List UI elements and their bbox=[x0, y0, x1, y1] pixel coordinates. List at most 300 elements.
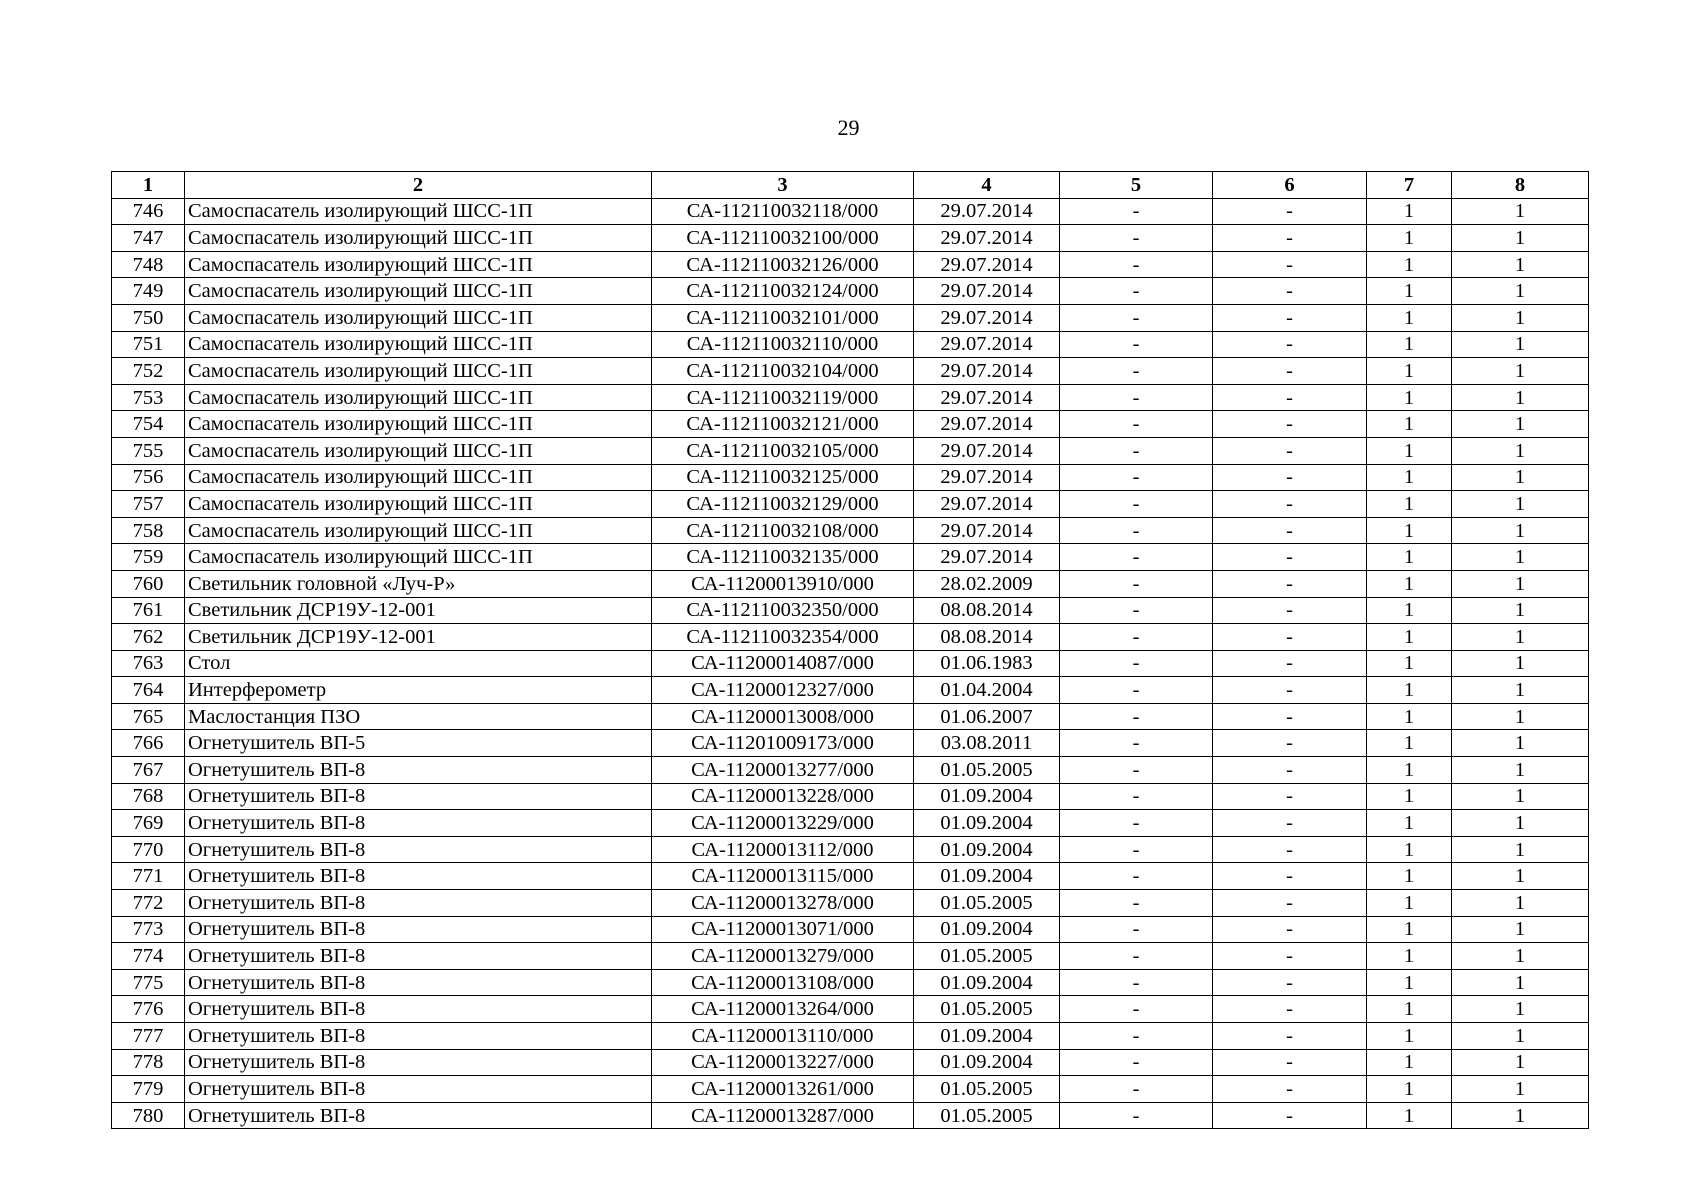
row-number-cell: 762 bbox=[112, 624, 185, 651]
col-7-value-cell: 1 bbox=[1367, 890, 1452, 917]
col-7-value-cell: 1 bbox=[1367, 783, 1452, 810]
table-row bbox=[112, 943, 1589, 970]
row-number-cell: 780 bbox=[112, 1102, 185, 1129]
table-row bbox=[112, 570, 1589, 597]
col-7-value-cell: 1 bbox=[1367, 331, 1452, 358]
inventory-code-cell: СА-112110032101/000 bbox=[652, 304, 914, 331]
col-8-value-cell: 1 bbox=[1452, 411, 1589, 438]
row-number-cell: 754 bbox=[112, 411, 185, 438]
col-6-value-cell: - bbox=[1213, 597, 1367, 624]
item-name-cell: Огнетушитель ВП-8 bbox=[185, 836, 652, 863]
col-6-value-cell: - bbox=[1213, 703, 1367, 730]
col-8-value-cell: 1 bbox=[1452, 597, 1589, 624]
table-row bbox=[112, 411, 1589, 438]
col-6-value-cell: - bbox=[1213, 570, 1367, 597]
date-cell: 29.07.2014 bbox=[914, 304, 1060, 331]
col-8-value-cell: 1 bbox=[1452, 757, 1589, 784]
row-number-cell: 770 bbox=[112, 836, 185, 863]
table-row bbox=[112, 624, 1589, 651]
table-row bbox=[112, 251, 1589, 278]
col-5-value-cell: - bbox=[1060, 597, 1213, 624]
inventory-code-cell: СА-11201009173/000 bbox=[652, 730, 914, 757]
col-6-value-cell: - bbox=[1213, 1076, 1367, 1103]
col-5-value-cell: - bbox=[1060, 810, 1213, 837]
col-5-value-cell: - bbox=[1060, 969, 1213, 996]
col-7-value-cell: 1 bbox=[1367, 969, 1452, 996]
col-6-value-cell: - bbox=[1213, 943, 1367, 970]
date-cell: 01.09.2004 bbox=[914, 810, 1060, 837]
row-number-cell: 755 bbox=[112, 437, 185, 464]
inventory-code-cell: СА-11200013108/000 bbox=[652, 969, 914, 996]
col-5-value-cell: - bbox=[1060, 916, 1213, 943]
inventory-code-cell: СА-112110032126/000 bbox=[652, 251, 914, 278]
inventory-code-cell: СА-112110032125/000 bbox=[652, 464, 914, 491]
row-number-cell: 760 bbox=[112, 570, 185, 597]
row-number-cell: 764 bbox=[112, 677, 185, 704]
col-5-value-cell: - bbox=[1060, 251, 1213, 278]
col-8-value-cell: 1 bbox=[1452, 225, 1589, 252]
col-6-value-cell: - bbox=[1213, 1102, 1367, 1129]
col-5-value-cell: - bbox=[1060, 890, 1213, 917]
table-row bbox=[112, 517, 1589, 544]
col-5-value-cell: - bbox=[1060, 836, 1213, 863]
col-7-value-cell: 1 bbox=[1367, 517, 1452, 544]
col-7-value-cell: 1 bbox=[1367, 863, 1452, 890]
table-row bbox=[112, 703, 1589, 730]
col-6-value-cell: - bbox=[1213, 198, 1367, 225]
item-name-cell: Светильник ДСР19У-12-001 bbox=[185, 597, 652, 624]
table-row bbox=[112, 331, 1589, 358]
table-row bbox=[112, 437, 1589, 464]
col-6-value-cell: - bbox=[1213, 783, 1367, 810]
col-7-value-cell: 1 bbox=[1367, 810, 1452, 837]
table-row bbox=[112, 783, 1589, 810]
item-name-cell: Огнетушитель ВП-8 bbox=[185, 916, 652, 943]
col-6-value-cell: - bbox=[1213, 836, 1367, 863]
table-row bbox=[112, 677, 1589, 704]
col-8-value-cell: 1 bbox=[1452, 1049, 1589, 1076]
inventory-code-cell: СА-11200013110/000 bbox=[652, 1023, 914, 1050]
date-cell: 01.05.2005 bbox=[914, 757, 1060, 784]
col-8-value-cell: 1 bbox=[1452, 358, 1589, 385]
col-5-value-cell: - bbox=[1060, 384, 1213, 411]
date-cell: 08.08.2014 bbox=[914, 624, 1060, 651]
col-7-value-cell: 1 bbox=[1367, 384, 1452, 411]
item-name-cell: Самоспасатель изолирующий ШСС-1П bbox=[185, 225, 652, 252]
col-6-value-cell: - bbox=[1213, 411, 1367, 438]
col-7-value-cell: 1 bbox=[1367, 996, 1452, 1023]
col-6-value-cell: - bbox=[1213, 650, 1367, 677]
col-6-value-cell: - bbox=[1213, 969, 1367, 996]
item-name-cell: Маслостанция ПЗО bbox=[185, 703, 652, 730]
col-7-value-cell: 1 bbox=[1367, 943, 1452, 970]
col-6-value-cell: - bbox=[1213, 1049, 1367, 1076]
inventory-code-cell: СА-112110032124/000 bbox=[652, 278, 914, 305]
col-7-value-cell: 1 bbox=[1367, 570, 1452, 597]
row-number-cell: 771 bbox=[112, 863, 185, 890]
col-7-value-cell: 1 bbox=[1367, 544, 1452, 571]
inventory-code-cell: СА-112110032108/000 bbox=[652, 517, 914, 544]
inventory-code-cell: СА-112110032118/000 bbox=[652, 198, 914, 225]
inventory-code-cell: СА-11200013910/000 bbox=[652, 570, 914, 597]
item-name-cell: Самоспасатель изолирующий ШСС-1П bbox=[185, 251, 652, 278]
date-cell: 01.09.2004 bbox=[914, 1049, 1060, 1076]
date-cell: 29.07.2014 bbox=[914, 491, 1060, 518]
inventory-code-cell: СА-11200013279/000 bbox=[652, 943, 914, 970]
table-row bbox=[112, 810, 1589, 837]
col-8-value-cell: 1 bbox=[1452, 890, 1589, 917]
col-5-value-cell: - bbox=[1060, 464, 1213, 491]
col-8-value-cell: 1 bbox=[1452, 1102, 1589, 1129]
inventory-code-cell: СА-11200013008/000 bbox=[652, 703, 914, 730]
inventory-code-cell: СА-11200013261/000 bbox=[652, 1076, 914, 1103]
col-6-value-cell: - bbox=[1213, 916, 1367, 943]
col-8-value-cell: 1 bbox=[1452, 517, 1589, 544]
col-5-value-cell: - bbox=[1060, 331, 1213, 358]
col-7-value-cell: 1 bbox=[1367, 304, 1452, 331]
col-5-value-cell: - bbox=[1060, 517, 1213, 544]
table-row bbox=[112, 225, 1589, 252]
table-row bbox=[112, 730, 1589, 757]
row-number-cell: 750 bbox=[112, 304, 185, 331]
page-number: 29 bbox=[837, 115, 860, 140]
table-row bbox=[112, 1102, 1589, 1129]
date-cell: 29.07.2014 bbox=[914, 278, 1060, 305]
date-cell: 29.07.2014 bbox=[914, 198, 1060, 225]
col-8-value-cell: 1 bbox=[1452, 464, 1589, 491]
date-cell: 01.09.2004 bbox=[914, 783, 1060, 810]
row-number-cell: 773 bbox=[112, 916, 185, 943]
table-header-row bbox=[112, 172, 1589, 199]
col-5-value-cell: - bbox=[1060, 677, 1213, 704]
col-5-value-cell: - bbox=[1060, 783, 1213, 810]
col-7-value-cell: 1 bbox=[1367, 650, 1452, 677]
item-name-cell: Огнетушитель ВП-5 bbox=[185, 730, 652, 757]
inventory-code-cell: СА-11200013115/000 bbox=[652, 863, 914, 890]
item-name-cell: Огнетушитель ВП-8 bbox=[185, 1023, 652, 1050]
inventory-code-cell: СА-112110032135/000 bbox=[652, 544, 914, 571]
item-name-cell: Самоспасатель изолирующий ШСС-1П bbox=[185, 491, 652, 518]
item-name-cell: Самоспасатель изолирующий ШСС-1П bbox=[185, 517, 652, 544]
table-row bbox=[112, 278, 1589, 305]
row-number-cell: 763 bbox=[112, 650, 185, 677]
table-row bbox=[112, 1076, 1589, 1103]
row-number-cell: 761 bbox=[112, 597, 185, 624]
col-6-value-cell: - bbox=[1213, 810, 1367, 837]
col-7-value-cell: 1 bbox=[1367, 1102, 1452, 1129]
col-8-value-cell: 1 bbox=[1452, 624, 1589, 651]
date-cell: 08.08.2014 bbox=[914, 597, 1060, 624]
col-5-value-cell: - bbox=[1060, 943, 1213, 970]
item-name-cell: Огнетушитель ВП-8 bbox=[185, 863, 652, 890]
col-8-value-cell: 1 bbox=[1452, 916, 1589, 943]
col-6-value-cell: - bbox=[1213, 304, 1367, 331]
row-number-cell: 765 bbox=[112, 703, 185, 730]
col-7-value-cell: 1 bbox=[1367, 411, 1452, 438]
row-number-cell: 777 bbox=[112, 1023, 185, 1050]
col-8-value-cell: 1 bbox=[1452, 969, 1589, 996]
row-number-cell: 746 bbox=[112, 198, 185, 225]
column-header: 3 bbox=[652, 172, 914, 199]
date-cell: 29.07.2014 bbox=[914, 358, 1060, 385]
col-6-value-cell: - bbox=[1213, 730, 1367, 757]
inventory-code-cell: СА-11200012327/000 bbox=[652, 677, 914, 704]
item-name-cell: Огнетушитель ВП-8 bbox=[185, 943, 652, 970]
col-6-value-cell: - bbox=[1213, 225, 1367, 252]
item-name-cell: Самоспасатель изолирующий ШСС-1П bbox=[185, 278, 652, 305]
col-5-value-cell: - bbox=[1060, 358, 1213, 385]
col-6-value-cell: - bbox=[1213, 437, 1367, 464]
table-row bbox=[112, 836, 1589, 863]
date-cell: 01.05.2005 bbox=[914, 890, 1060, 917]
inventory-code-cell: СА-112110032354/000 bbox=[652, 624, 914, 651]
col-8-value-cell: 1 bbox=[1452, 677, 1589, 704]
item-name-cell: Самоспасатель изолирующий ШСС-1П bbox=[185, 331, 652, 358]
col-8-value-cell: 1 bbox=[1452, 437, 1589, 464]
row-number-cell: 747 bbox=[112, 225, 185, 252]
col-7-value-cell: 1 bbox=[1367, 437, 1452, 464]
item-name-cell: Огнетушитель ВП-8 bbox=[185, 1049, 652, 1076]
column-header: 2 bbox=[185, 172, 652, 199]
table-row bbox=[112, 544, 1589, 571]
col-5-value-cell: - bbox=[1060, 730, 1213, 757]
inventory-code-cell: СА-11200013264/000 bbox=[652, 996, 914, 1023]
col-6-value-cell: - bbox=[1213, 331, 1367, 358]
col-5-value-cell: - bbox=[1060, 411, 1213, 438]
column-header: 6 bbox=[1213, 172, 1367, 199]
col-8-value-cell: 1 bbox=[1452, 1076, 1589, 1103]
col-7-value-cell: 1 bbox=[1367, 836, 1452, 863]
col-6-value-cell: - bbox=[1213, 278, 1367, 305]
item-name-cell: Светильник ДСР19У-12-001 bbox=[185, 624, 652, 651]
col-5-value-cell: - bbox=[1060, 1023, 1213, 1050]
item-name-cell: Светильник головной «Луч-Р» bbox=[185, 570, 652, 597]
col-5-value-cell: - bbox=[1060, 1076, 1213, 1103]
inventory-table bbox=[111, 171, 1589, 1129]
table-row bbox=[112, 1049, 1589, 1076]
inventory-code-cell: СА-11200013277/000 bbox=[652, 757, 914, 784]
date-cell: 01.09.2004 bbox=[914, 1023, 1060, 1050]
col-5-value-cell: - bbox=[1060, 491, 1213, 518]
col-8-value-cell: 1 bbox=[1452, 1023, 1589, 1050]
col-8-value-cell: 1 bbox=[1452, 304, 1589, 331]
row-number-cell: 753 bbox=[112, 384, 185, 411]
inventory-code-cell: СА-11200014087/000 bbox=[652, 650, 914, 677]
date-cell: 01.06.2007 bbox=[914, 703, 1060, 730]
table-row bbox=[112, 491, 1589, 518]
col-8-value-cell: 1 bbox=[1452, 996, 1589, 1023]
date-cell: 29.07.2014 bbox=[914, 251, 1060, 278]
col-6-value-cell: - bbox=[1213, 863, 1367, 890]
col-6-value-cell: - bbox=[1213, 677, 1367, 704]
col-7-value-cell: 1 bbox=[1367, 703, 1452, 730]
table-row bbox=[112, 597, 1589, 624]
col-6-value-cell: - bbox=[1213, 890, 1367, 917]
row-number-cell: 774 bbox=[112, 943, 185, 970]
table-row bbox=[112, 198, 1589, 225]
col-7-value-cell: 1 bbox=[1367, 491, 1452, 518]
col-6-value-cell: - bbox=[1213, 757, 1367, 784]
date-cell: 01.04.2004 bbox=[914, 677, 1060, 704]
column-header: 8 bbox=[1452, 172, 1589, 199]
item-name-cell: Самоспасатель изолирующий ШСС-1П bbox=[185, 437, 652, 464]
table-row bbox=[112, 650, 1589, 677]
date-cell: 01.05.2005 bbox=[914, 996, 1060, 1023]
col-6-value-cell: - bbox=[1213, 358, 1367, 385]
date-cell: 28.02.2009 bbox=[914, 570, 1060, 597]
inventory-code-cell: СА-11200013071/000 bbox=[652, 916, 914, 943]
col-8-value-cell: 1 bbox=[1452, 331, 1589, 358]
column-header: 5 bbox=[1060, 172, 1213, 199]
col-5-value-cell: - bbox=[1060, 996, 1213, 1023]
col-7-value-cell: 1 bbox=[1367, 916, 1452, 943]
item-name-cell: Самоспасатель изолирующий ШСС-1П bbox=[185, 544, 652, 571]
date-cell: 01.09.2004 bbox=[914, 863, 1060, 890]
row-number-cell: 756 bbox=[112, 464, 185, 491]
col-8-value-cell: 1 bbox=[1452, 384, 1589, 411]
date-cell: 01.09.2004 bbox=[914, 916, 1060, 943]
date-cell: 29.07.2014 bbox=[914, 225, 1060, 252]
inventory-code-cell: СА-112110032110/000 bbox=[652, 331, 914, 358]
item-name-cell: Стол bbox=[185, 650, 652, 677]
date-cell: 01.05.2005 bbox=[914, 1076, 1060, 1103]
col-5-value-cell: - bbox=[1060, 198, 1213, 225]
date-cell: 29.07.2014 bbox=[914, 464, 1060, 491]
col-7-value-cell: 1 bbox=[1367, 597, 1452, 624]
col-7-value-cell: 1 bbox=[1367, 198, 1452, 225]
col-8-value-cell: 1 bbox=[1452, 251, 1589, 278]
row-number-cell: 776 bbox=[112, 996, 185, 1023]
item-name-cell: Огнетушитель ВП-8 bbox=[185, 1102, 652, 1129]
col-6-value-cell: - bbox=[1213, 251, 1367, 278]
item-name-cell: Самоспасатель изолирующий ШСС-1П bbox=[185, 384, 652, 411]
inventory-code-cell: СА-112110032105/000 bbox=[652, 437, 914, 464]
row-number-cell: 768 bbox=[112, 783, 185, 810]
col-7-value-cell: 1 bbox=[1367, 358, 1452, 385]
col-8-value-cell: 1 bbox=[1452, 570, 1589, 597]
item-name-cell: Интерферометр bbox=[185, 677, 652, 704]
date-cell: 01.06.1983 bbox=[914, 650, 1060, 677]
table-row bbox=[112, 358, 1589, 385]
date-cell: 01.05.2005 bbox=[914, 943, 1060, 970]
table-row bbox=[112, 384, 1589, 411]
table-row bbox=[112, 969, 1589, 996]
col-7-value-cell: 1 bbox=[1367, 251, 1452, 278]
table-row bbox=[112, 304, 1589, 331]
inventory-code-cell: СА-112110032104/000 bbox=[652, 358, 914, 385]
col-8-value-cell: 1 bbox=[1452, 544, 1589, 571]
item-name-cell: Самоспасатель изолирующий ШСС-1П bbox=[185, 411, 652, 438]
col-5-value-cell: - bbox=[1060, 703, 1213, 730]
item-name-cell: Самоспасатель изолирующий ШСС-1П bbox=[185, 304, 652, 331]
date-cell: 29.07.2014 bbox=[914, 411, 1060, 438]
column-header: 1 bbox=[112, 172, 185, 199]
col-6-value-cell: - bbox=[1213, 517, 1367, 544]
row-number-cell: 757 bbox=[112, 491, 185, 518]
table-row bbox=[112, 757, 1589, 784]
table-row bbox=[112, 1023, 1589, 1050]
item-name-cell: Огнетушитель ВП-8 bbox=[185, 1076, 652, 1103]
row-number-cell: 779 bbox=[112, 1076, 185, 1103]
row-number-cell: 775 bbox=[112, 969, 185, 996]
col-8-value-cell: 1 bbox=[1452, 650, 1589, 677]
row-number-cell: 748 bbox=[112, 251, 185, 278]
inventory-code-cell: СА-11200013287/000 bbox=[652, 1102, 914, 1129]
table-row bbox=[112, 916, 1589, 943]
row-number-cell: 751 bbox=[112, 331, 185, 358]
col-5-value-cell: - bbox=[1060, 570, 1213, 597]
col-8-value-cell: 1 bbox=[1452, 836, 1589, 863]
col-5-value-cell: - bbox=[1060, 225, 1213, 252]
item-name-cell: Огнетушитель ВП-8 bbox=[185, 810, 652, 837]
col-7-value-cell: 1 bbox=[1367, 225, 1452, 252]
col-8-value-cell: 1 bbox=[1452, 863, 1589, 890]
inventory-code-cell: СА-11200013229/000 bbox=[652, 810, 914, 837]
date-cell: 01.09.2004 bbox=[914, 836, 1060, 863]
date-cell: 03.08.2011 bbox=[914, 730, 1060, 757]
col-8-value-cell: 1 bbox=[1452, 491, 1589, 518]
inventory-code-cell: СА-112110032100/000 bbox=[652, 225, 914, 252]
col-8-value-cell: 1 bbox=[1452, 943, 1589, 970]
inventory-code-cell: СА-11200013112/000 bbox=[652, 836, 914, 863]
col-5-value-cell: - bbox=[1060, 304, 1213, 331]
col-7-value-cell: 1 bbox=[1367, 730, 1452, 757]
date-cell: 29.07.2014 bbox=[914, 331, 1060, 358]
row-number-cell: 758 bbox=[112, 517, 185, 544]
col-5-value-cell: - bbox=[1060, 437, 1213, 464]
col-6-value-cell: - bbox=[1213, 384, 1367, 411]
item-name-cell: Огнетушитель ВП-8 bbox=[185, 783, 652, 810]
col-6-value-cell: - bbox=[1213, 464, 1367, 491]
table-body bbox=[112, 198, 1589, 1129]
table-row bbox=[112, 890, 1589, 917]
inventory-code-cell: СА-11200013228/000 bbox=[652, 783, 914, 810]
col-5-value-cell: - bbox=[1060, 624, 1213, 651]
date-cell: 29.07.2014 bbox=[914, 437, 1060, 464]
row-number-cell: 778 bbox=[112, 1049, 185, 1076]
col-5-value-cell: - bbox=[1060, 863, 1213, 890]
table-row bbox=[112, 464, 1589, 491]
col-6-value-cell: - bbox=[1213, 1023, 1367, 1050]
col-6-value-cell: - bbox=[1213, 624, 1367, 651]
date-cell: 29.07.2014 bbox=[914, 517, 1060, 544]
col-6-value-cell: - bbox=[1213, 544, 1367, 571]
col-8-value-cell: 1 bbox=[1452, 703, 1589, 730]
col-7-value-cell: 1 bbox=[1367, 757, 1452, 784]
col-7-value-cell: 1 bbox=[1367, 1076, 1452, 1103]
col-7-value-cell: 1 bbox=[1367, 1023, 1452, 1050]
col-7-value-cell: 1 bbox=[1367, 278, 1452, 305]
item-name-cell: Самоспасатель изолирующий ШСС-1П bbox=[185, 358, 652, 385]
col-7-value-cell: 1 bbox=[1367, 624, 1452, 651]
col-8-value-cell: 1 bbox=[1452, 783, 1589, 810]
col-7-value-cell: 1 bbox=[1367, 677, 1452, 704]
row-number-cell: 769 bbox=[112, 810, 185, 837]
col-5-value-cell: - bbox=[1060, 278, 1213, 305]
col-5-value-cell: - bbox=[1060, 650, 1213, 677]
date-cell: 29.07.2014 bbox=[914, 544, 1060, 571]
column-header: 7 bbox=[1367, 172, 1452, 199]
inventory-code-cell: СА-112110032350/000 bbox=[652, 597, 914, 624]
col-7-value-cell: 1 bbox=[1367, 464, 1452, 491]
row-number-cell: 772 bbox=[112, 890, 185, 917]
table-row bbox=[112, 996, 1589, 1023]
row-number-cell: 752 bbox=[112, 358, 185, 385]
row-number-cell: 749 bbox=[112, 278, 185, 305]
row-number-cell: 766 bbox=[112, 730, 185, 757]
date-cell: 01.09.2004 bbox=[914, 969, 1060, 996]
item-name-cell: Огнетушитель ВП-8 bbox=[185, 757, 652, 784]
